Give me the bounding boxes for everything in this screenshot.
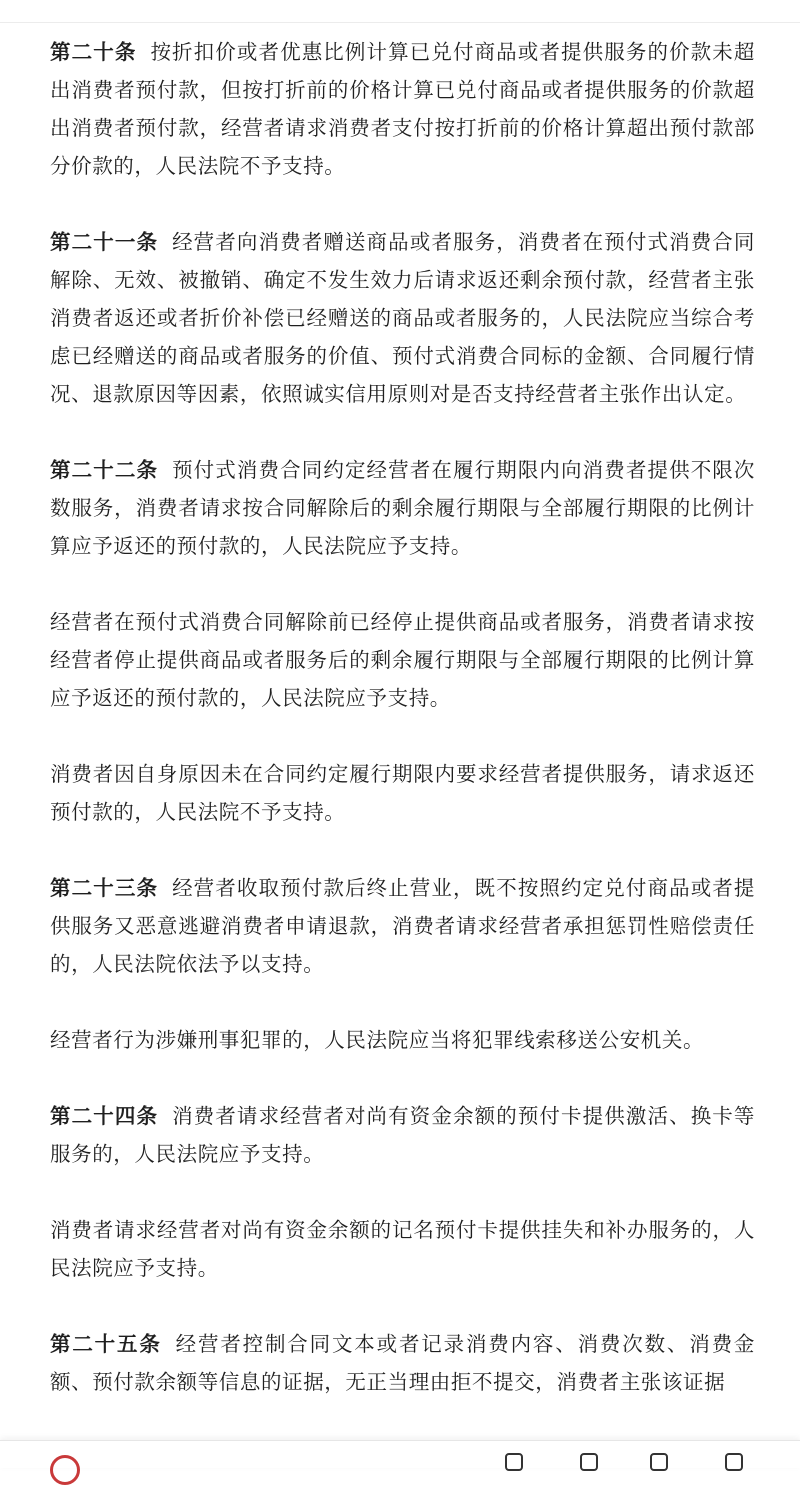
article-text: 按折扣价或者优惠比例计算已兑付商品或者提供服务的价款未超出消费者预付款，但按打折前的价格计算已兑付商品或者提供服务的价款超出消费者预付款，经营者请求消费者支付按打折前的价格计算超出预付款部分价款的，人民法院不予支持。 [50,40,755,178]
paragraph-article-24 [50,1097,755,1173]
bottom-action-bar [0,1440,800,1468]
paragraph-article-23-part-2 [50,1021,755,1059]
article-number: 第二十二条 [50,458,159,482]
article-number: 第二十条 [50,40,137,64]
article-text: 消费者请求经营者对尚有资金余额的记名预付卡提供挂失和补办服务的，人民法院应予支持。 [50,1218,755,1280]
article-text: 经营者在预付式消费合同解除前已经停止提供商品或者服务，消费者请求按经营者停止提供商品或者服务后的剩余履行期限与全部履行期限的比例计算应予返还的预付款的，人民法院应予支持。 [50,610,755,710]
like-icon[interactable] [725,1453,743,1471]
share-icon[interactable] [580,1453,598,1471]
article-number: 第二十四条 [50,1104,159,1128]
article-number: 第二十一条 [50,230,159,254]
paragraph-article-22-part-3 [50,755,755,831]
article-text: 经营者控制合同文本或者记录消费内容、消费次数、消费金额、预付款余额等信息的证据，无正当理由拒不提交，消费者主张该证据 [50,1332,755,1394]
article-text: 消费者因自身原因未在合同约定履行期限内要求经营者提供服务，请求返还预付款的，人民法院不予支持。 [50,762,755,824]
article-number: 第二十三条 [50,876,159,900]
edit-icon[interactable] [505,1453,523,1471]
paragraph-article-25 [50,1325,755,1401]
paragraph-article-23 [50,869,755,983]
avatar[interactable] [50,1455,80,1485]
article-body [50,33,755,1439]
paragraph-article-22 [50,451,755,565]
article-number: 第二十五条 [50,1332,162,1356]
top-edge [0,0,800,23]
paragraph-article-20 [50,33,755,185]
article-text: 预付式消费合同约定经营者在履行期限内向消费者提供不限次数服务，消费者请求按合同解除后的剩余履行期限与全部履行期限的比例计算应予返还的预付款的，人民法院应予支持。 [50,458,756,558]
comment-icon[interactable] [650,1453,668,1471]
article-text: 经营者收取预付款后终止营业，既不按照约定兑付商品或者提供服务又恶意逃避消费者申请退款，消费者请求经营者承担惩罚性赔偿责任的，人民法院依法予以支持。 [50,876,756,976]
paragraph-article-21 [50,223,755,413]
article-text: 经营者行为涉嫌刑事犯罪的，人民法院应当将犯罪线索移送公安机关。 [50,1028,705,1052]
paragraph-article-24-part-2 [50,1211,755,1287]
article-text: 经营者向消费者赠送商品或者服务，消费者在预付式消费合同解除、无效、被撤销、确定不发生效力后请求返还剩余预付款，经营者主张消费者返还或者折价补偿已经赠送的商品或者服务的，人民法院应当综合考虑已经赠送的商品或者服务的价值、预付式消费合同标的金额、合同履行情况、退款原因等因素，依照诚实信用原则对是否支持经营者主张作出认定。 [50,230,756,406]
article-text: 消费者请求经营者对尚有资金余额的预付卡提供激活、换卡等服务的，人民法院应予支持。 [50,1104,756,1166]
paragraph-article-22-part-2 [50,603,755,717]
